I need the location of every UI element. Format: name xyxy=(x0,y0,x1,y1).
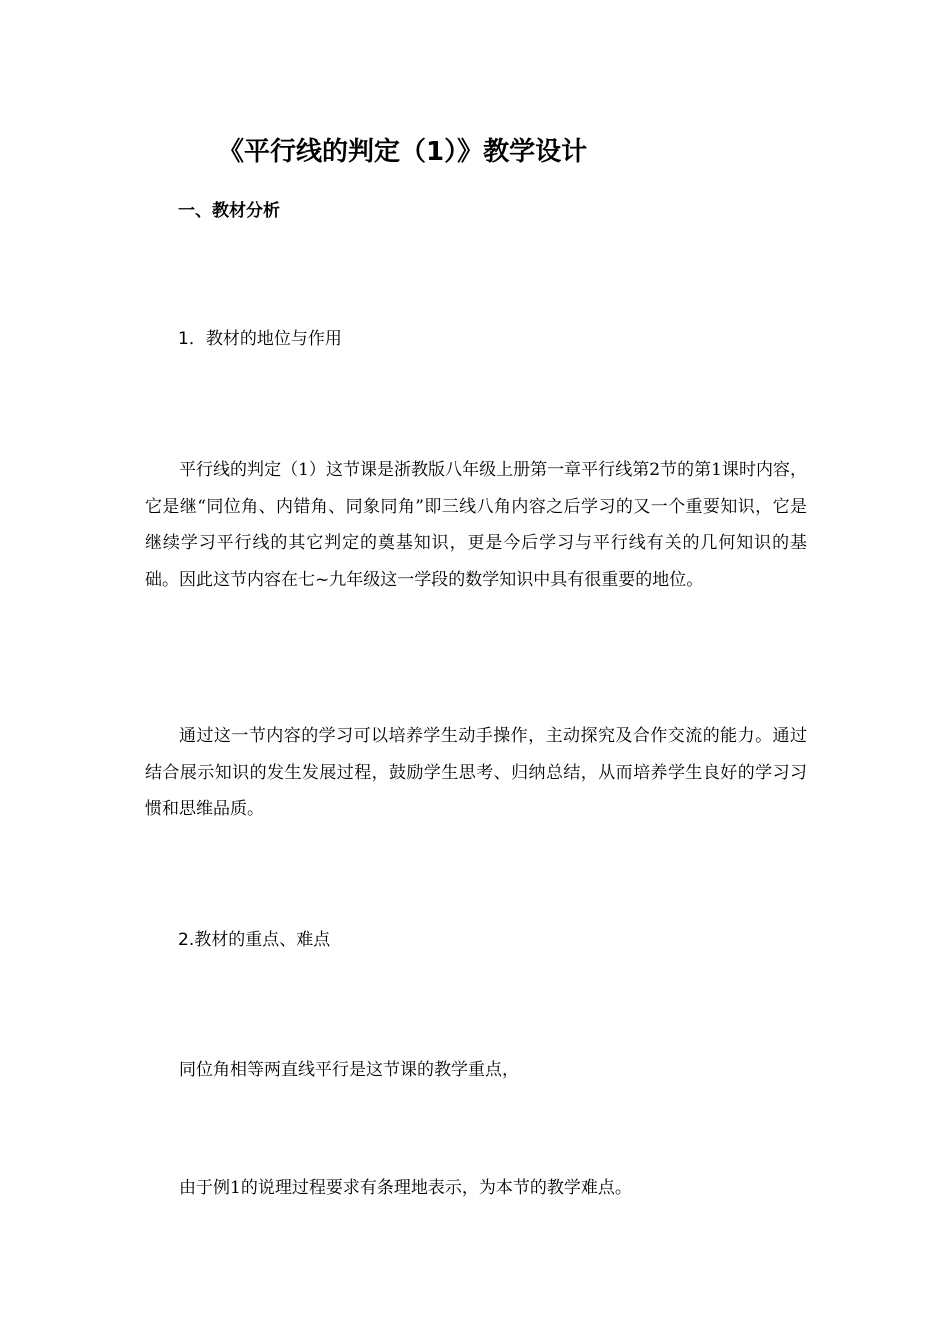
subheading-key-points: 2.教材的重点、难点 xyxy=(178,930,331,950)
document-title: 《平行线的判定（1）》教学设计 xyxy=(218,137,588,167)
paragraph-key-point: 同位角相等两直线平行是这节课的教学重点， xyxy=(179,1060,519,1080)
paragraph-role-description: 平行线的判定（1）这节课是浙教版八年级上册第一章平行线第2节的第1课时内容，它是继“同位角、内错角、同象同角”即三线八角内容之后学习的又一个重要知识，它是继续学习平行线的其它判定的奠基知识，更是今后学习与平行线有关的几何知识的基础。因此这节内容在七~九年级这一学段的数学知识中具有很重要的地位。 xyxy=(145,460,807,590)
paragraph-difficult-point: 由于例1的说理过程要求有条理地表示，为本节的教学难点。 xyxy=(179,1178,632,1198)
subheading-role: 1．教材的地位与作用 xyxy=(178,329,342,349)
section-heading: 一、教材分析 xyxy=(178,201,280,221)
paragraph-ability-goals: 通过这一节内容的学习可以培养学生动手操作，主动探究及合作交流的能力。通过结合展示知识的发生发展过程，鼓励学生思考、归纳总结，从而培养学生良好的学习习惯和思维品质。 xyxy=(145,726,807,819)
